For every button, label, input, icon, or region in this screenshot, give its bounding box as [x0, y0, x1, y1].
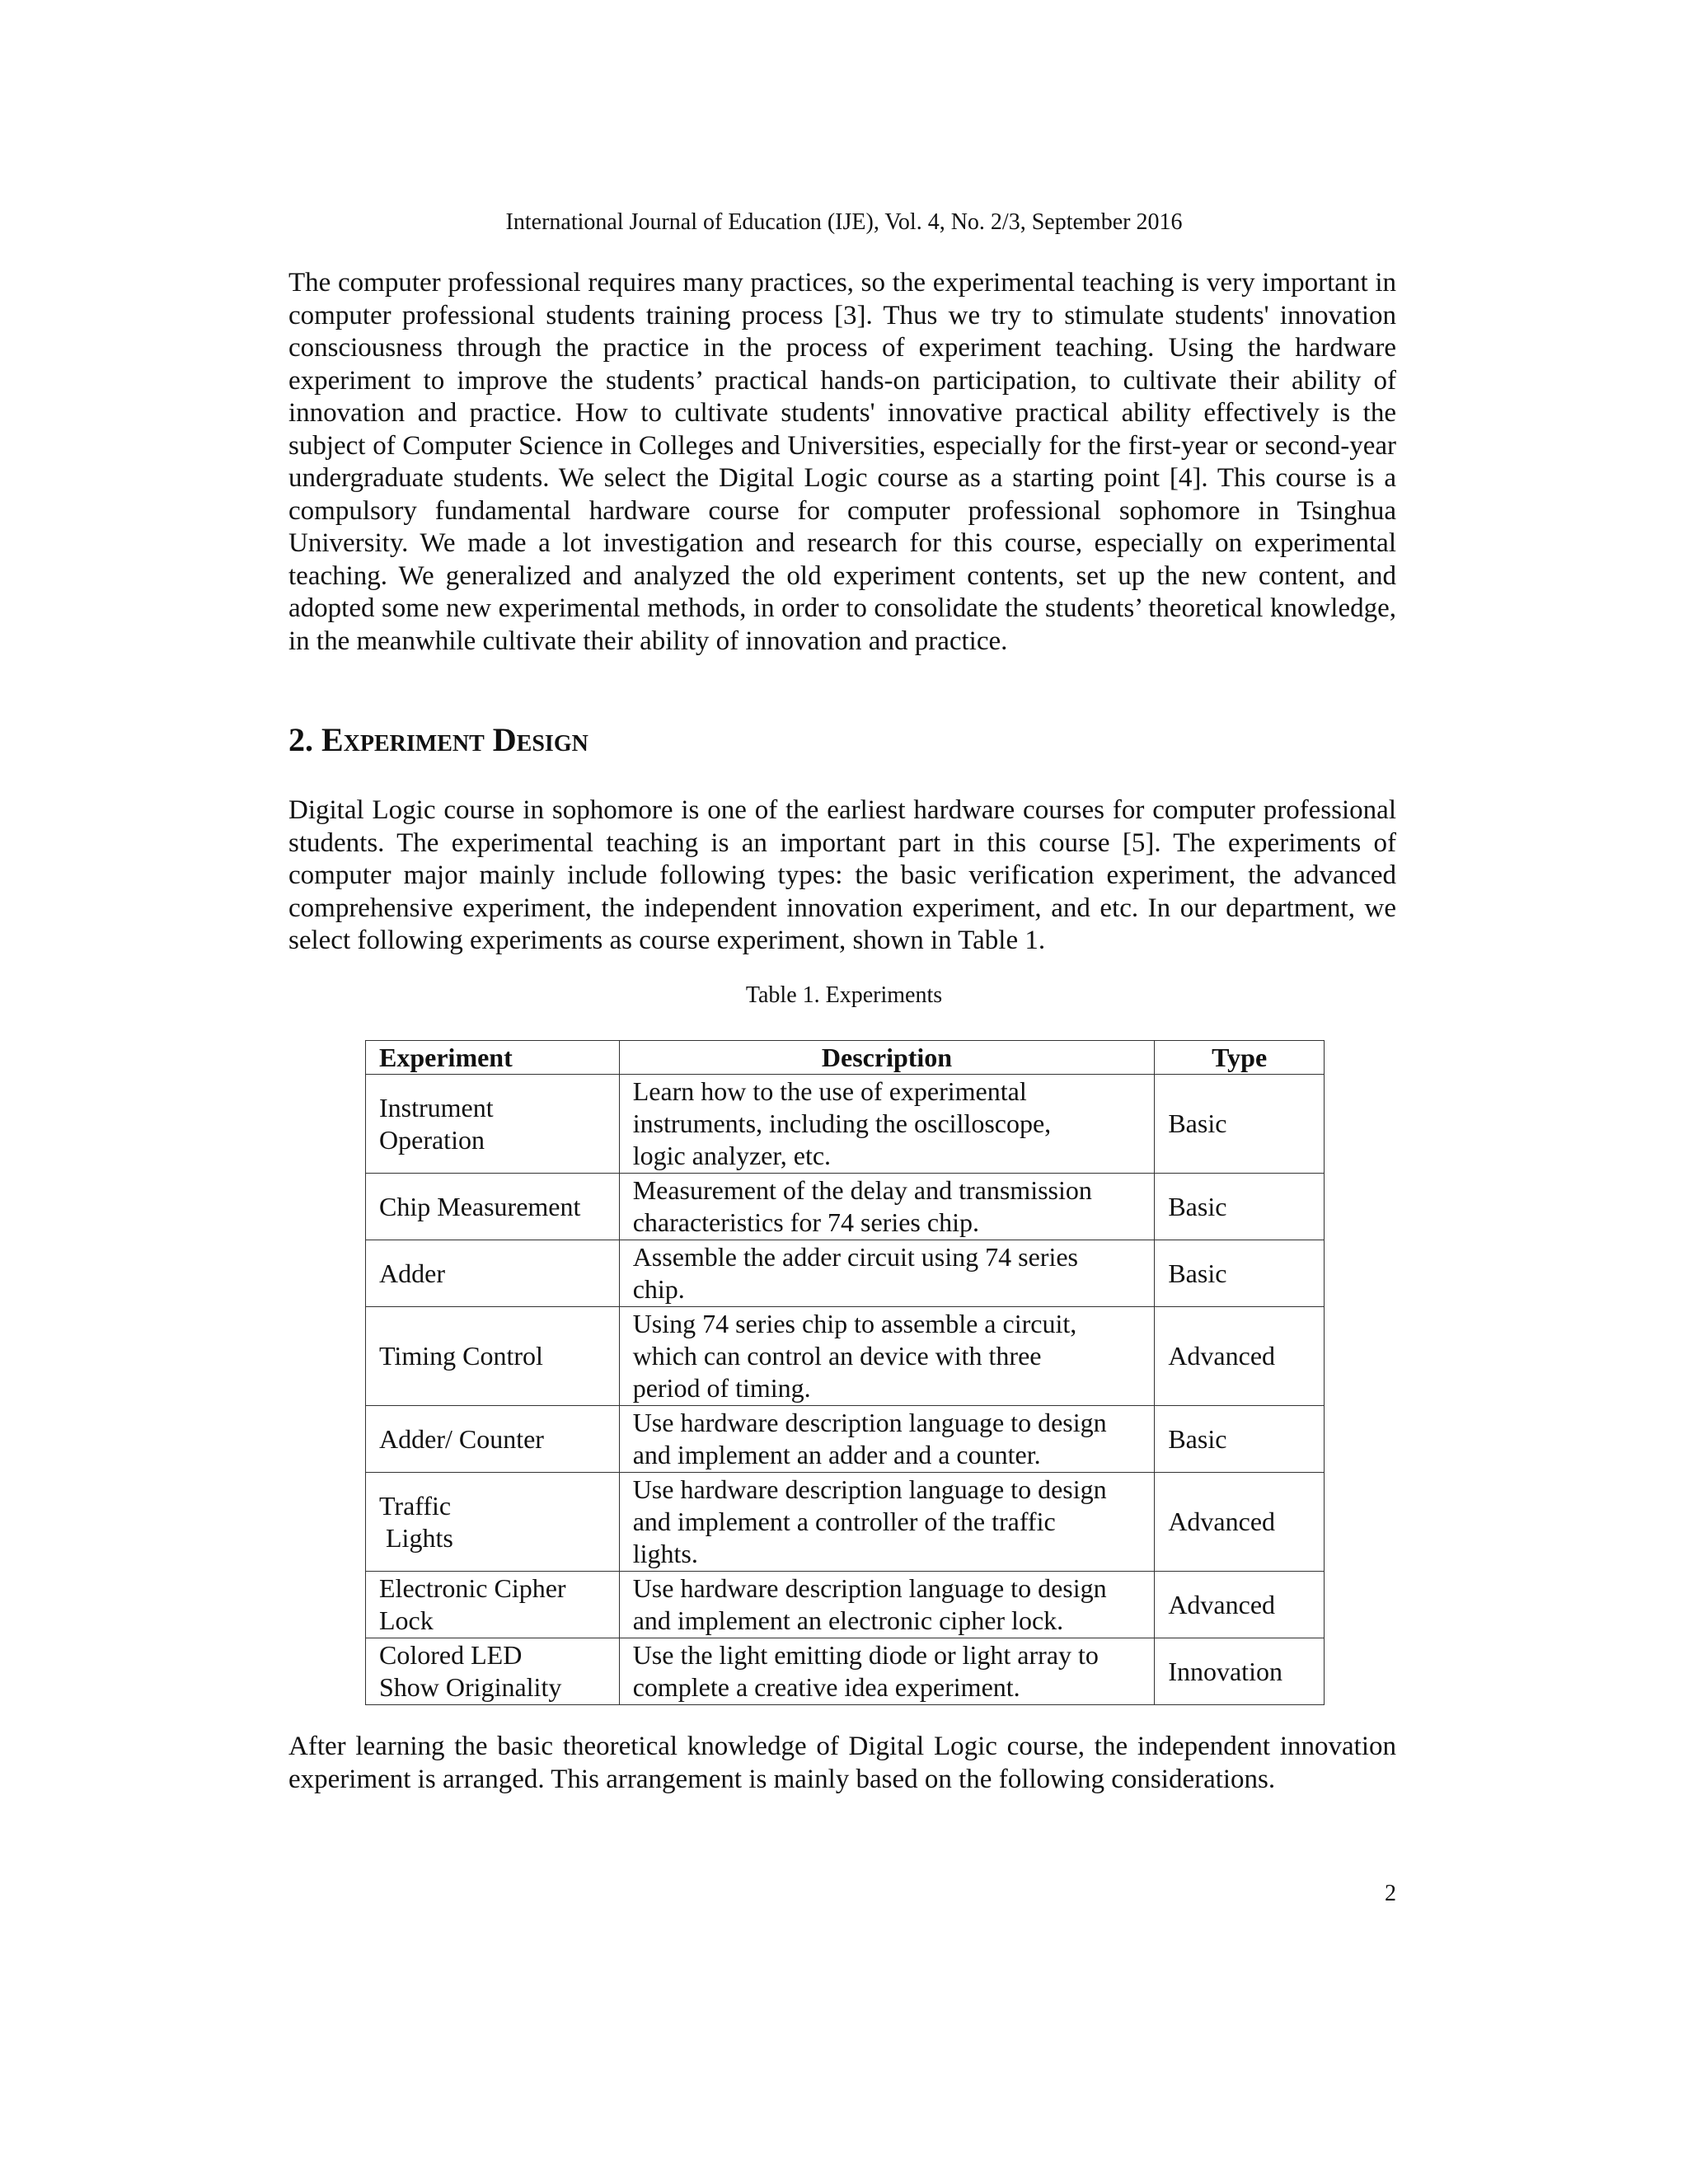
table-row: [366, 1075, 1325, 1174]
considerations-paragraph: After learning the basic theoretical knowledge of Digital Logic course, the independent innovation experiment is arranged. This arrangement is mainly based on the following considerations.: [288, 1732, 1396, 1794]
cell-experiment: [366, 1174, 620, 1240]
cell-description: [619, 1307, 1155, 1406]
cell-description-line: and implement a controller of the traffic: [632, 1507, 1056, 1536]
cell-experiment-line: Show Originality: [379, 1672, 562, 1702]
cell-experiment: [366, 1406, 620, 1473]
cell-experiment-line: Colored LED: [379, 1640, 523, 1670]
cell-description: [619, 1572, 1155, 1638]
cell-description-line: and implement an adder and a counter.: [632, 1440, 1041, 1469]
cell-description-line: Use hardware description language to design: [632, 1408, 1107, 1437]
cell-description: [619, 1473, 1155, 1572]
table-row: [366, 1638, 1325, 1705]
cell-description-line: Using 74 series chip to assemble a circuit,: [632, 1309, 1077, 1338]
header-description: Description: [619, 1041, 1155, 1075]
cell-description-line: complete a creative idea experiment.: [632, 1672, 1020, 1702]
cell-description-line: which can control an device with three: [632, 1341, 1042, 1371]
cell-experiment-line: Adder/ Counter: [379, 1423, 544, 1454]
cell-experiment: [366, 1307, 620, 1406]
cell-type: Advanced: [1155, 1473, 1325, 1572]
table-row: [366, 1572, 1325, 1638]
cell-experiment: [366, 1075, 620, 1174]
cell-description-line: lights.: [632, 1539, 698, 1568]
table-row: [366, 1307, 1325, 1406]
cell-description-line: logic analyzer, etc.: [632, 1141, 832, 1170]
cell-experiment-line: Electronic Cipher: [379, 1573, 566, 1603]
cell-description-line: and implement an electronic cipher lock.: [632, 1605, 1064, 1635]
cell-type: Basic: [1155, 1174, 1325, 1240]
table-caption: Table 1. Experiments: [745, 982, 943, 1008]
cell-description-line: Use the light emitting diode or light array to: [632, 1640, 1099, 1670]
cell-description: [619, 1638, 1155, 1705]
cell-description-line: chip.: [632, 1274, 685, 1304]
page-number: 2: [1385, 1881, 1396, 1906]
running-header: International Journal of Education (IJE), Vol. 4, No. 2/3, September 2016: [505, 209, 1183, 235]
cell-type: Basic: [1155, 1240, 1325, 1307]
header-type: Type: [1155, 1041, 1325, 1075]
cell-description: [619, 1406, 1155, 1473]
experiments-table: [365, 1040, 1325, 1705]
table-header-row: [366, 1041, 1325, 1075]
cell-experiment-line: Chip Measurement: [379, 1191, 581, 1221]
cell-experiment: [366, 1572, 620, 1638]
table-row: [366, 1240, 1325, 1307]
cell-experiment-line: Adder: [379, 1258, 445, 1288]
cell-experiment-line: Traffic: [379, 1490, 452, 1521]
cell-experiment: [366, 1638, 620, 1705]
cell-type: Basic: [1155, 1406, 1325, 1473]
table-row: [366, 1473, 1325, 1572]
table-row: [366, 1174, 1325, 1240]
cell-type: Basic: [1155, 1075, 1325, 1174]
cell-description-line: period of timing.: [632, 1373, 811, 1403]
table-row: [366, 1406, 1325, 1473]
cell-description-line: Learn how to the use of experimental: [632, 1076, 1027, 1106]
cell-type: Innovation: [1155, 1638, 1325, 1705]
cell-description-line: instruments, including the oscilloscope,: [632, 1108, 1052, 1138]
cell-description-line: characteristics for 74 series chip.: [632, 1207, 979, 1237]
cell-description-line: Use hardware description language to design: [632, 1573, 1107, 1603]
cell-experiment-line: Lights: [379, 1522, 453, 1553]
cell-description: [619, 1174, 1155, 1240]
table-body: [366, 1075, 1325, 1705]
cell-type: Advanced: [1155, 1307, 1325, 1406]
section-heading: [288, 719, 588, 761]
cell-experiment-line: Timing Control: [379, 1341, 543, 1371]
cell-type: Advanced: [1155, 1572, 1325, 1638]
cell-description: [619, 1075, 1155, 1174]
cell-experiment-line: Operation: [379, 1124, 485, 1155]
intro-paragraph: The computer professional requires many practices, so the experimental teaching is very important in computer professional students training process [3]. Thus we try to stimulate students' innovation consciousness through the practice in the process of experiment teaching. Using the hardware experiment to improve the students’ practical hands-on participation, to cultivate their ability of innovation and practice. How to cultivate students' innovative practical ability effectively is the subject of Computer Science in Colleges and Universities, especially for the first-year or second-year undergraduate students. We select the Digital Logic course as a starting point [4]. This course is a compulsory fundamental hardware course for computer professional sophomore in Tsinghua University. We made a lot investigation and research for this course, especially on experimental teaching. We generalized and analyzed the old experiment contents, set up the new content, and adopted some new experimental methods, in order to consolidate the students’ theoretical knowledge, in the meanwhile cultivate their ability of innovation and practice.: [288, 268, 1396, 656]
cell-description: [619, 1240, 1155, 1307]
cell-description-line: Assemble the adder circuit using 74 series: [632, 1242, 1078, 1272]
cell-description-line: Measurement of the delay and transmission: [632, 1175, 1092, 1205]
cell-description-line: Use hardware description language to design: [632, 1474, 1107, 1504]
cell-experiment: [366, 1240, 620, 1307]
cell-experiment-line: Instrument: [379, 1092, 494, 1122]
cell-experiment-line: Lock: [379, 1605, 434, 1635]
cell-experiment: [366, 1473, 620, 1572]
header-experiment: Experiment: [366, 1041, 620, 1075]
experiment-design-paragraph: Digital Logic course in sophomore is one of the earliest hardware courses for computer professional students. The experimental teaching is an important part in this course [5]. The experiments of computer major mainly include following types: the basic verification experiment, the advanced comprehensive experiment, the independent innovation experiment, and etc. In our department, we select following experiments as course experiment, shown in Table 1.: [288, 795, 1396, 955]
section-heading-text: 2. Experiment Design: [288, 721, 588, 758]
